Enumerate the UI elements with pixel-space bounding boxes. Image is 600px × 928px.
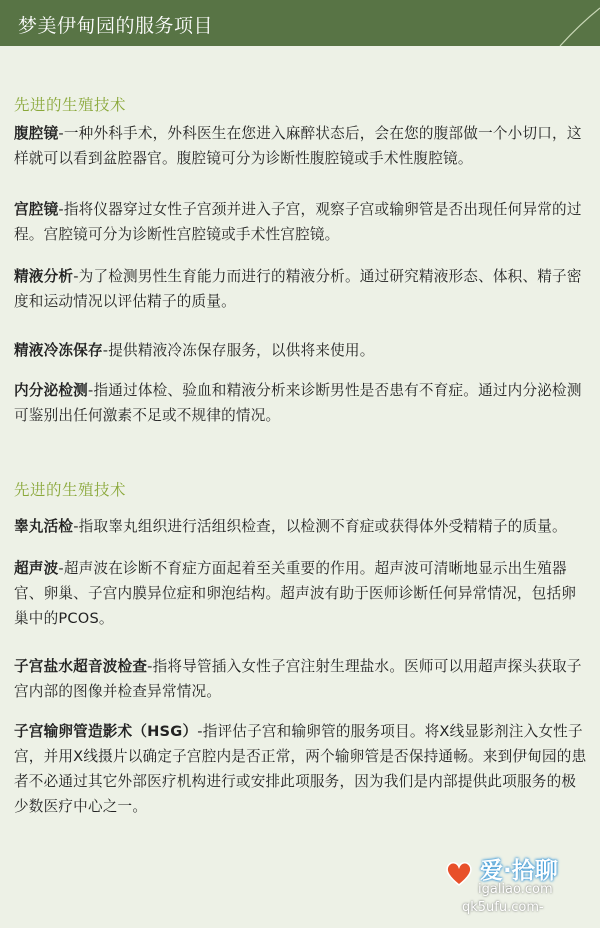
service-description: -超声波在诊断不育症方面起着至关重要的作用。超声波可清晰地显示出生殖器官、卵巢、子宫内膜异位症和卵泡结构。超声波有助于医师诊断任何异常情况，包括卵巢中的PCOS。 [14, 560, 577, 627]
header-decoration-curve [520, 0, 600, 46]
service-entry-ultrasound [14, 556, 588, 631]
service-description: -为了检测男性生育能力而进行的精液分析。通过研究精液形态、体积、精子密度和运动情况以评估精子的质量。 [14, 268, 582, 310]
service-term: 宫腔镜 [14, 201, 59, 218]
page-header [0, 0, 600, 46]
service-entry-semen-analysis [14, 264, 588, 314]
page-title: 梦美伊甸园的服务项目 [18, 15, 214, 37]
service-term: 子宫输卵管造影术（HSG） [14, 723, 198, 740]
watermark-logo [434, 850, 594, 922]
service-entry-testicular-biopsy [14, 514, 588, 539]
service-term: 精液冷冻保存 [14, 342, 103, 359]
service-description: -指取睾丸组织进行活组织检查，以检测不育症或获得体外受精精子的质量。 [73, 518, 567, 535]
watermark-brand: 爱·拾聊 [480, 858, 558, 884]
service-term: 腹腔镜 [14, 125, 59, 142]
service-description: -提供精液冷冻保存服务，以供将来使用。 [102, 342, 375, 359]
watermark-domain: igaliao.com [478, 882, 553, 897]
service-description: -指将仪器穿过女性子宫颈并进入子宫，观察子宫或输卵管是否出现任何异常的过程。宫腔镜可分为诊断性宫腔镜或手术性宫腔镜。 [14, 201, 582, 243]
service-entry-saline-sonography [14, 654, 588, 704]
service-entry-semen-cryopreservation [14, 338, 588, 363]
service-entry-endocrine-test [14, 378, 588, 428]
service-description: -一种外科手术，外科医生在您进入麻醉状态后，会在您的腹部做一个小切口，这样就可以看到盆腔器官。腹腔镜可分为诊断性腹腔镜或手术性腹腔镜。 [14, 125, 582, 167]
service-term: 精液分析 [14, 268, 74, 285]
service-term: 内分泌检测 [14, 382, 88, 399]
service-description: -指评估子宫和输卵管的服务项目。将X线显影剂注入女性子宫，并用X线摄片以确定子宫腔内是否正常，两个输卵管是否保持通畅。来到伊甸园的患者不必通过其它外部医疗机构进行或安排此项服务，因为我们是内部提供此项服务的极少数医疗中心之一。 [14, 723, 587, 815]
service-term: 子宫盐水超音波检查 [14, 658, 148, 675]
service-term: 超声波 [14, 560, 59, 577]
watermark-domain-secondary: qk5ufu.com- [462, 900, 544, 915]
section-title: 先进的生殖技术 [14, 96, 127, 114]
service-entry-hysteroscopy [14, 197, 588, 247]
section-title: 先进的生殖技术 [14, 481, 127, 499]
service-entry-laparoscopy [14, 121, 588, 171]
service-entry-hsg [14, 719, 588, 819]
service-description: -指将导管插入女性子宫注射生理盐水。医师可以用超声探头获取子宫内部的图像并检查异常情况。 [14, 658, 582, 700]
service-description: -指通过体检、验血和精液分析来诊断男性是否患有不育症。通过内分泌检测可鉴别出任何激素不足或不规律的情况。 [14, 382, 582, 424]
heart-icon [444, 858, 474, 888]
service-term: 睾丸活检 [14, 518, 74, 535]
